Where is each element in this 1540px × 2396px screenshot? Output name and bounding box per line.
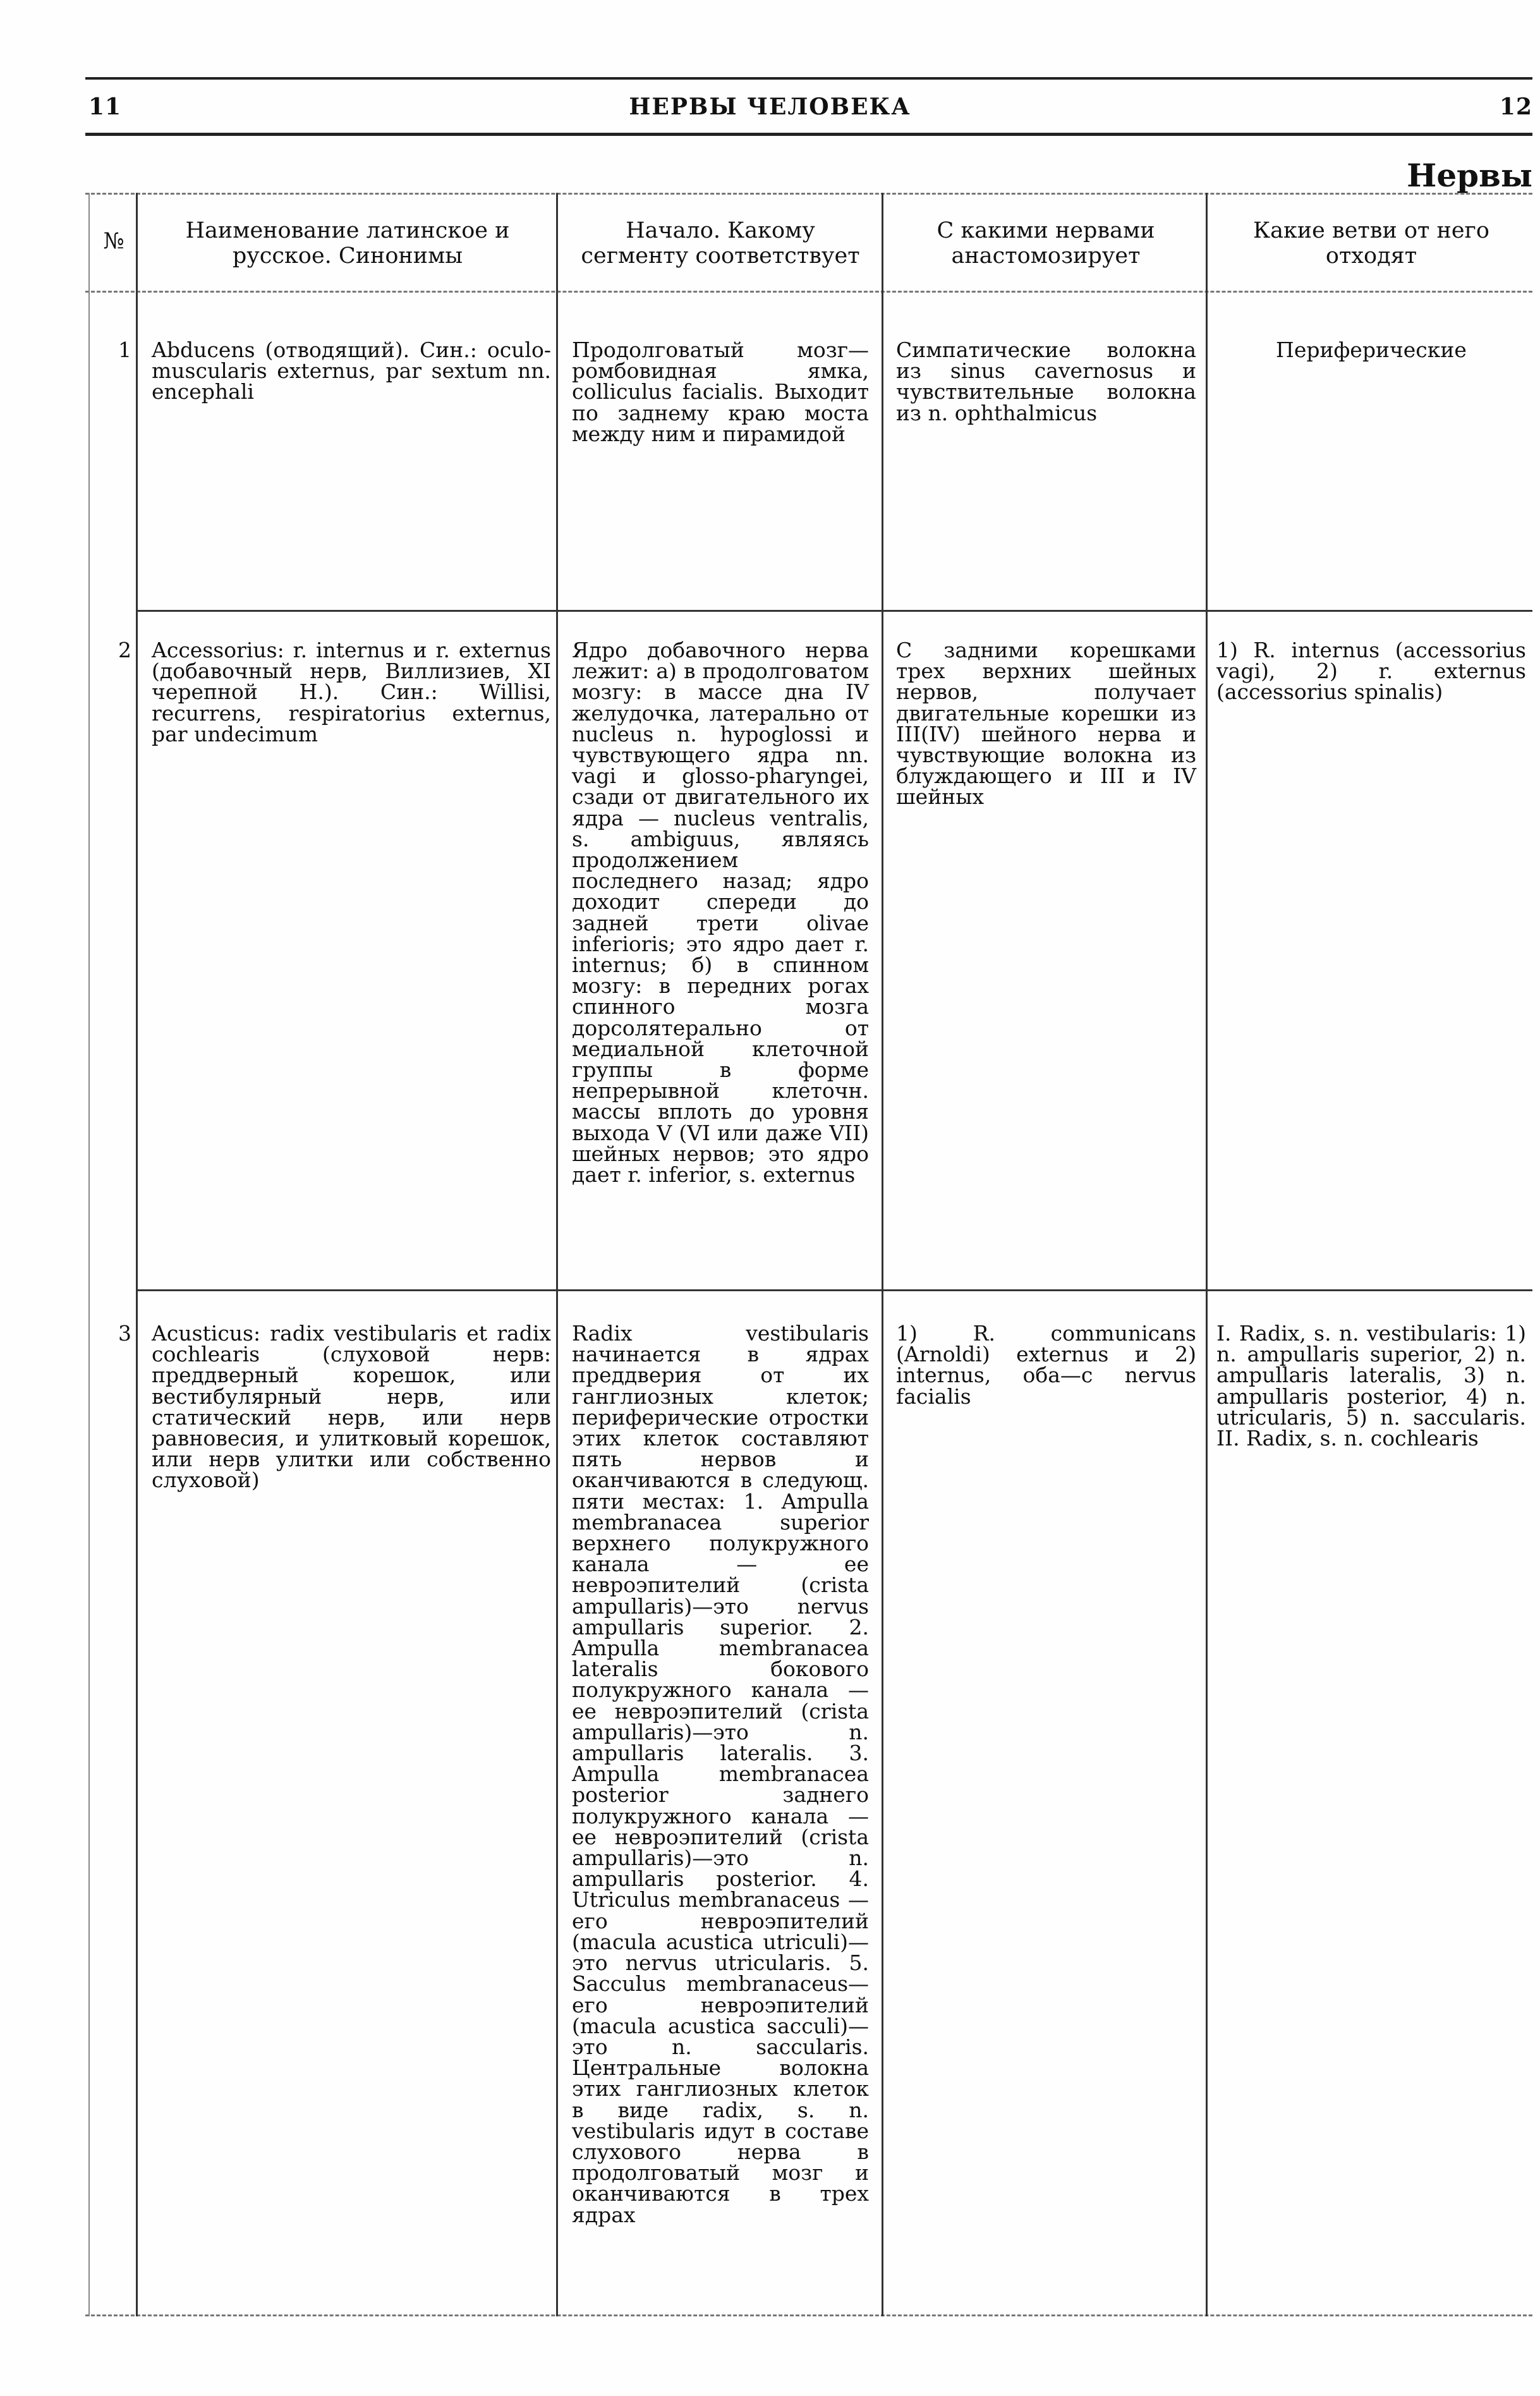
column-divider-1 — [136, 193, 138, 2316]
table-bottom-border — [85, 2314, 1532, 2316]
column-header-name: Наименование латинское и русское. Синонимы — [185, 218, 510, 269]
column-header-branches: Какие ветви от него отходят — [1253, 218, 1489, 269]
row-number: 1 — [118, 338, 131, 362]
running-head-title: НЕРВЫ ЧЕЛОВЕКА — [629, 94, 911, 120]
column-header-number: № — [103, 229, 124, 254]
origin-cell: Продолговатый мозг—ромбовидная ямка, colliculus facialis. Выходит по заднему краю моста между ним и пирамидой — [572, 338, 869, 446]
table-top-border — [85, 193, 1532, 195]
top-rule — [85, 77, 1532, 80]
header-underline — [85, 133, 1532, 136]
row-divider-2 — [136, 1289, 1532, 1291]
column-header-origin: Начало. Какому сегменту соответствует — [581, 218, 860, 269]
branches-cell: 1) R. internus (accessorius vagi), 2) r. externus (accessorius spinalis) — [1216, 638, 1526, 705]
nerve-name-cell: Acusticus: radix vestibularis et radix cochlearis (слуховой нерв: преддверный корешок, или вестибулярный нерв, или статический нерв, или нерв равновесия, и улитковый корешок, или нерв улитки или собственно слуховой) — [152, 1321, 551, 1493]
nerve-name-cell: Abducens (отводящий). Син.: oculo-muscularis externus, par sextum nn. encephali — [152, 338, 551, 404]
anastomoses-cell: Симпатические волокна из sinus cavernosus и чувствительные волокна из n. ophthalmicus — [896, 338, 1196, 425]
branches-cell: Периферические — [1276, 338, 1467, 362]
row-divider-1 — [136, 610, 1532, 612]
column-divider-2 — [556, 193, 558, 2316]
column-divider-0 — [88, 193, 90, 2316]
column-divider-4 — [1206, 193, 1208, 2316]
branches-cell: I. Radix, s. n. vestibularis: 1) n. ampullaris superior, 2) n. ampullaris lateralis, 3) n. ampullaris posterior, 4) n. utricularis, 5) n. saccularis. II. Radix, s. n. cochlearis — [1216, 1321, 1526, 1451]
origin-cell: Ядро добавочного нерва лежит: а) в продолговатом мозгу: в массе дна IV желудочка, латерально от nucleus n. hypoglossi и чувствующего ядра nn. vagi и glosso-pharyngei, сзади от двигательного их ядра — nucleus ventralis, s. ambiguus, являясь продолжением последнего назад; ядро доходит спереди до задней трети olivae inferioris; это ядро дает r. internus; б) в спинном мозгу: в передних рогах спинного мозга дорсолятерально от медиальной клеточной группы в форме непрерывной клеточн. массы вплоть до уровня выхода V (VI или даже VII) шейных нервов; это ядро дает r. inferior, s. externus — [572, 638, 869, 1188]
row-number: 2 — [118, 638, 131, 662]
column-divider-3 — [882, 193, 883, 2316]
row-number: 3 — [118, 1321, 131, 1346]
left-page-number: 11 — [88, 94, 122, 120]
nerve-name-cell: Accessorius: r. internus и r. externus (добавочный нерв, Виллизиев, XI черепной Н.). Син.: Willisi, recurrens, respiratorius externus, par undecimum — [152, 638, 551, 746]
anastomoses-cell: 1) R. communicans (Arnoldi) externus и 2) internus, оба—с nervus facialis — [896, 1321, 1196, 1409]
right-page-number: 12 — [1499, 94, 1532, 120]
table-header-border — [85, 291, 1532, 293]
column-header-anastomoses: С какими нервами анастомозирует — [937, 218, 1155, 269]
section-title: Нервы — [1407, 157, 1532, 194]
origin-cell: Radix vestibularis начинается в ядрах преддверия от их ганглиозных клеток; периферические отростки этих клеток составляют пять нервов и оканчиваются в следующ. пяти местах: 1. Ampulla membranacea superior верхнего полукружного канала — ее невроэпителий (crista ampullaris)—это nervus ampullaris superior. 2. Ampulla membranacea lateralis бокового полукружного канала — ее невроэпителий (crista ampullaris)—это n. ampullaris lateralis. 3. Ampulla membranacea posterior заднего полукружного канала — ее невроэпителий (crista ampullaris)—это n. ampullaris posterior. 4. Utriculus membranaceus — его невроэпителий (macula acustica utriculi)—это nervus utricularis. 5. Sacculus membranaceus—его невроэпителий (macula acustica sacculi)—это n. saccularis. Центральные волокна этих ганглиозных клеток в виде radix, s. n. vestibularis идут в составе слухового нерва в продолговатый мозг и оканчиваются в трех ядрах — [572, 1321, 869, 2227]
anastomoses-cell: С задними корешками трех верхних шейных нервов, получает двигательные корешки из III(IV) шейного нерва и чувствующие волокна из блуждающего и III и IV шейных — [896, 638, 1196, 810]
